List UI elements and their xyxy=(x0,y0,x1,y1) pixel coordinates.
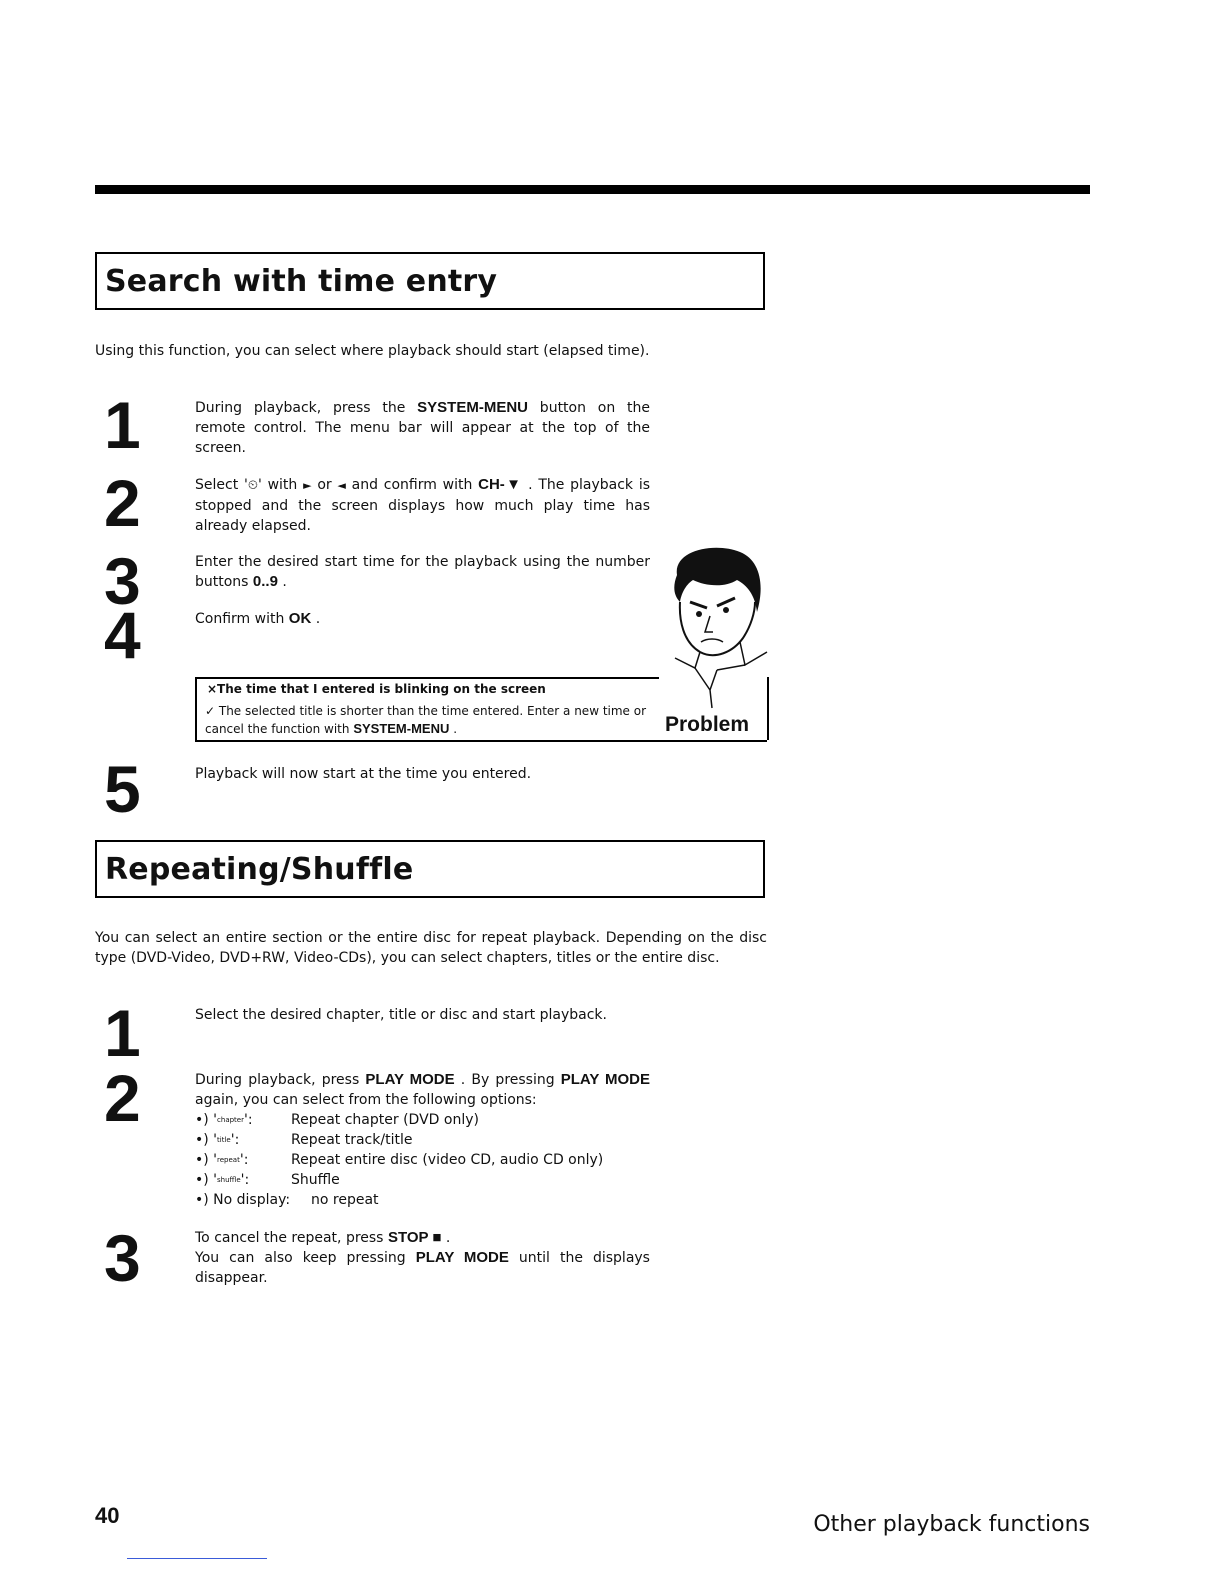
step-number: 3 xyxy=(104,544,141,618)
step-number: 3 xyxy=(104,1221,141,1295)
disc-repeat-icon: repeat xyxy=(217,1156,240,1164)
step-text: Enter the desired start time for the playback using the number buttons 0..9 . xyxy=(195,554,650,590)
problem-question: ×The time that I entered is blinking on the screen xyxy=(207,682,546,696)
step-text: Confirm with OK . xyxy=(195,610,321,627)
step-number: 4 xyxy=(104,598,141,672)
section-title: Repeating/Shuffle xyxy=(105,852,414,887)
step-text: During playback, press PLAY MODE . By pressing PLAY MODE again, you can select from the following options: xyxy=(195,1071,650,1108)
problem-label: Problem xyxy=(665,713,750,736)
option-item: •) 'repeat': Repeat entire disc (video CD, audio CD only) xyxy=(195,1152,604,1168)
step-text: Select the desired chapter, title or disc and start playback. xyxy=(195,1007,607,1023)
step-text: To cancel the repeat, press STOP ■ . You can also keep pressing PLAY MODE until the displays disappear. xyxy=(195,1229,650,1286)
header-rule xyxy=(95,185,1090,194)
option-item: •) 'title': Repeat track/title xyxy=(195,1132,413,1148)
step-text: Select '⏲' with ► or ◄ and confirm with CH-▼ . The playback is stopped and the screen displays how much play time has already elapsed. xyxy=(195,476,650,534)
section-intro: Using this function, you can select where playback should start (elapsed time). xyxy=(95,343,650,359)
option-item: •) 'chapter': Repeat chapter (DVD only) xyxy=(195,1112,479,1128)
problem-box-border xyxy=(767,677,769,740)
section-intro: You can select an entire section or the entire disc for repeat playback. Depending on the disc type (DVD-Video, DVD+RW, Video-CDs), you can select chapters, titles or the entire disc. xyxy=(95,930,767,966)
section-header-repeat xyxy=(95,840,765,898)
chapter-title: Other playback functions xyxy=(813,1512,1090,1537)
section-header-search xyxy=(95,252,765,310)
step-number: 2 xyxy=(104,466,141,540)
chapter-repeat-icon: chapter xyxy=(217,1116,244,1124)
option-item: •) No display: no repeat xyxy=(195,1192,379,1208)
time-search-icon: ⏲ xyxy=(247,478,258,493)
option-item: •) 'shuffle': Shuffle xyxy=(195,1172,340,1188)
step-number: 1 xyxy=(104,388,141,462)
step-number: 5 xyxy=(104,752,141,826)
title-repeat-icon: title xyxy=(217,1136,231,1144)
right-arrow-icon: ► xyxy=(303,479,312,492)
problem-box-border xyxy=(197,677,659,679)
step-number: 2 xyxy=(104,1061,141,1135)
step-text: During playback, press the SYSTEM-MENU button on the remote control. The menu bar will appear at the top of the screen. xyxy=(195,399,650,456)
problem-answer: ✓ The selected title is shorter than the time entered. Enter a new time or cancel the function with SYSTEM-MENU . xyxy=(205,704,647,736)
section-title: Search with time entry xyxy=(105,264,498,299)
step-number: 1 xyxy=(104,996,141,1070)
left-arrow-icon: ◄ xyxy=(337,479,346,492)
footer-rule xyxy=(127,1558,267,1559)
step-text: Playback will now start at the time you entered. xyxy=(195,766,532,782)
shuffle-icon: shuffle xyxy=(217,1176,241,1184)
page-number: 40 xyxy=(95,1503,120,1528)
